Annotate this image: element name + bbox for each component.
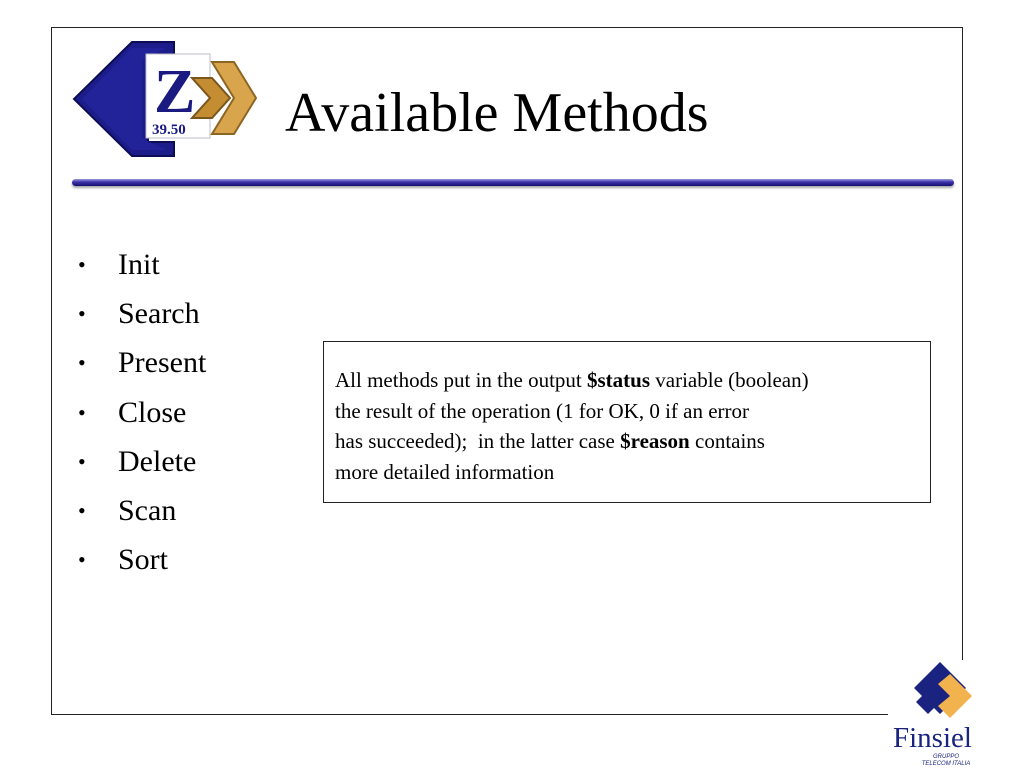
list-item: • Sort: [78, 537, 206, 586]
logo-z-letter: Z: [154, 58, 196, 126]
methods-list: [78, 242, 206, 586]
bullet-icon: •: [78, 252, 86, 277]
bullet-icon: •: [78, 399, 86, 425]
note-line: more detailed information: [335, 459, 555, 484]
status-variable: $status: [587, 368, 651, 392]
z3950-logo: [72, 40, 257, 160]
note-line: the result of the operation (1 for OK, 0 if an error: [335, 398, 750, 423]
logo-version: 39.50: [152, 122, 186, 138]
bullet-icon: •: [78, 497, 86, 523]
note-line: has succeeded); in the latter case $reason contains: [335, 429, 765, 453]
bullet-icon: •: [78, 301, 86, 327]
bullet-icon: •: [78, 448, 86, 474]
title-divider: [72, 179, 954, 186]
reason-variable: $reason: [620, 429, 690, 453]
bullet-icon: •: [78, 547, 86, 573]
list-item: • Delete: [78, 439, 206, 488]
list-item: • Close: [78, 390, 206, 439]
finsiel-wordmark: Finsiel: [893, 722, 972, 754]
list-item: • Present: [78, 340, 206, 389]
list-item: • Scan: [78, 488, 206, 537]
note-box: [323, 341, 931, 503]
finsiel-tagline: GRUPPO TELECOM ITALIA: [921, 754, 971, 767]
slide-title: Available Methods: [285, 82, 709, 144]
bullet-icon: •: [78, 350, 86, 376]
note-line: All methods put in the output $status variable (boolean): [335, 368, 809, 392]
list-item: • Search: [78, 291, 206, 340]
list-item: • Init: [78, 242, 206, 291]
